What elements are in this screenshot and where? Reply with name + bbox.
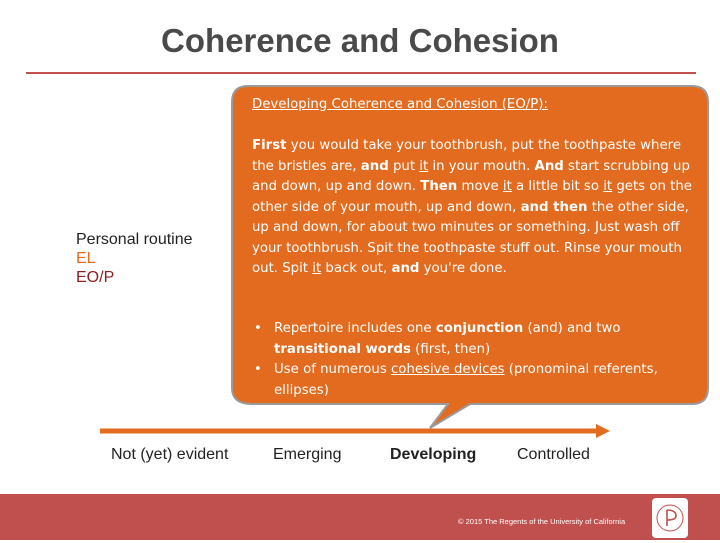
eop-label: EO/P [76,269,115,286]
text-segment: (first, then) [410,341,491,357]
text-segment: back out, [321,261,392,276]
text-segment: in your mouth. [428,158,535,174]
text-segment: Repertoire includes one [274,321,436,336]
emphasis-and: and [360,158,389,174]
text-segment: put [388,158,420,174]
text-segment: move [457,179,503,194]
emphasis-and: And [534,158,564,174]
text-segment: the other side, up and down, for about two minutes or something. Just wash off your toothbrush. Spit the toothpaste stuff out. Rinse your mouth out. Spit [252,199,689,276]
copyright-text: © 2015 The Regents of the University of California [458,517,626,526]
scale-label-developing: Developing [390,446,477,463]
logo-mark-icon [652,498,688,538]
text-segment: gets on the other side of your mouth, up and down, [252,179,692,215]
text-segment: Use of numerous [274,362,391,377]
referent-it: it [502,179,512,194]
scale-label-not-evident: Not (yet) evident [111,446,229,463]
bullet-icon: • [254,321,262,336]
page-title: Coherence and Cohesion [161,22,559,59]
emphasis-then: Then [420,179,458,194]
referent-it: it [312,261,322,276]
callout-subtitle: Developing Coherence and Cohesion (EO/P): [252,97,548,112]
referent-it: it [419,158,429,174]
referent-it: it [603,179,613,194]
text-segment: start scrubbing up and down, up and down. [252,158,690,194]
emphasis-cohesive-devices: cohesive devices [391,362,505,377]
scale-label-controlled: Controlled [517,446,590,463]
text-segment: a little bit so [511,179,604,194]
text-segment: you're done. [419,261,507,276]
bullet-icon: • [254,362,262,377]
emphasis-and: and [391,261,420,276]
el-label: EL [76,250,96,267]
emphasis-and-then: and then [520,199,588,215]
university-logo [652,498,688,538]
scale-arrow-head-icon [596,424,610,438]
sample-topic-label: Personal routine [76,231,193,248]
emphasis-first: First [252,138,287,153]
text-segment: you would take your toothbrush, put the toothpaste where the bristles are, [252,138,682,174]
scale-label-emerging: Emerging [273,446,342,463]
text-segment: (and) and two [523,321,621,336]
emphasis-transitional-words: transitional words [274,341,411,357]
emphasis-conjunction: conjunction [435,321,524,336]
text-segment: (pronominal referents, ellipses) [274,362,658,398]
